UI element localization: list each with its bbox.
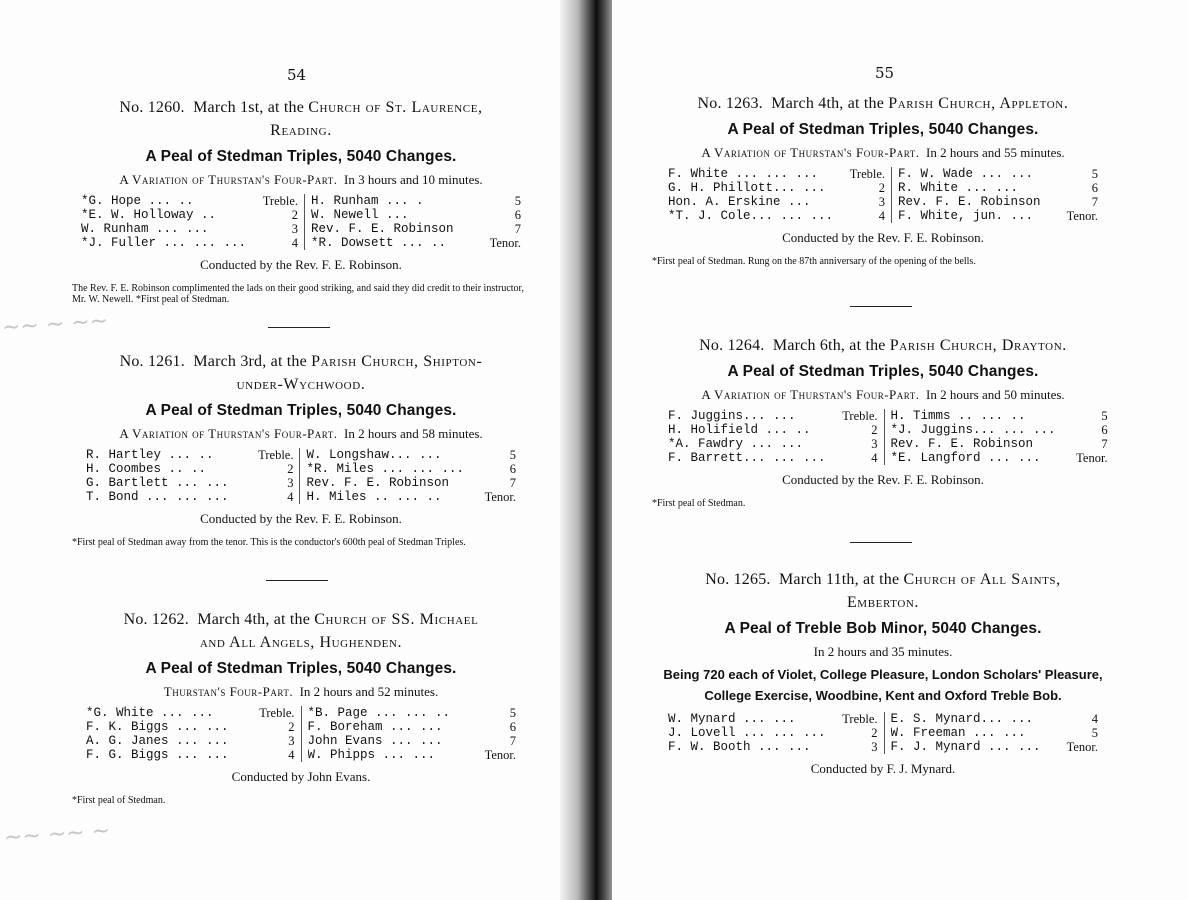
bell-number: 3 (288, 734, 295, 748)
bell-number: Treble. (262, 194, 299, 208)
bell-number: 2 (871, 726, 878, 740)
conductor: Conducted by the Rev. F. E. Robinson. (782, 472, 984, 487)
ringer-row (306, 462, 516, 476)
section-divider (266, 580, 328, 581)
duration: In 2 hours and 58 minutes. (344, 426, 483, 441)
ringer-name: *B. Page ... ... .. (307, 706, 451, 720)
ringer-row (81, 194, 298, 208)
ringer-row (86, 720, 295, 734)
ringer-row (668, 409, 878, 423)
bell-number: 7 (1091, 195, 1098, 209)
ringer-name: W. Longshaw... ... (306, 448, 442, 462)
section-divider (268, 327, 330, 328)
ringer-row (308, 720, 517, 734)
ringer-row (891, 726, 1098, 740)
footnote: *First peal of Stedman away from the tenor. This is the conductor's 600th peal of Stedman Triples. (72, 537, 466, 548)
ringer-row (86, 748, 295, 762)
bell-number: Treble. (842, 712, 878, 726)
methods-description: Being 720 each of Violet, College Pleasure, London Scholars' Pleasure, College Exercise, Woodbine, Kent and Oxford Treble Bob. (663, 667, 1103, 703)
entry-church: Church of St. Laurence, (308, 99, 483, 116)
ringer-row (891, 740, 1098, 754)
ringer-name: G. Bartlett ... ... (86, 476, 229, 490)
ringer-row (668, 726, 878, 740)
left-page (0, 0, 578, 900)
section-divider (850, 306, 912, 307)
ringer-name: H. Miles .. ... .. (306, 490, 442, 504)
ringers-left-column (86, 448, 299, 504)
ringers-table (668, 712, 1098, 754)
ringer-name: F. White, jun. ... (898, 209, 1034, 223)
entry-place: Emberton. (846, 594, 920, 611)
ringer-name: G. H. Phillott... ... (668, 181, 826, 195)
ringer-name: W. Newell ... (311, 208, 409, 222)
bell-number: 6 (509, 720, 516, 734)
ringers-table (668, 409, 1108, 465)
bell-number: 7 (514, 222, 521, 236)
ringer-name: H. Runham ... . (311, 194, 424, 208)
bell-number: 4 (288, 748, 295, 762)
ringer-row (306, 476, 516, 490)
ringer-row (891, 409, 1108, 423)
bell-number: 5 (1091, 726, 1098, 740)
ringer-row (898, 209, 1098, 223)
ringer-name: F. White ... ... ... (668, 167, 819, 181)
ringer-name: F. W. Wade ... ... (898, 167, 1034, 181)
ringer-row (668, 167, 885, 181)
conductor: Conducted by John Evans. (231, 769, 371, 784)
entry-date: March 6th, at the (772, 337, 890, 354)
ringer-name: *J. Juggins... ... ... (890, 423, 1056, 437)
composition: Thurstan's Four-Part. (163, 684, 294, 699)
bell-number: Tenor. (484, 490, 516, 504)
ringer-name: F. J. Mynard ... ... (890, 740, 1041, 754)
peal-subtitle (72, 426, 530, 442)
ringer-name: *T. J. Cole... ... ... (668, 209, 834, 223)
ringer-name: F. Juggins... ... (668, 409, 796, 423)
ringer-row (891, 712, 1098, 726)
bell-number: 6 (509, 462, 516, 476)
bell-number: 2 (871, 423, 878, 437)
ringers-table (86, 448, 516, 504)
conductor: Conducted by F. J. Mynard. (810, 761, 956, 776)
entry-number: No. 1265. (705, 571, 771, 588)
ringer-name: *G. Hope ... .. (81, 194, 194, 208)
entry-number: No. 1263. (697, 95, 763, 112)
bell-number: 2 (288, 720, 295, 734)
entry-number: No. 1261. (119, 353, 185, 370)
entry-church: Parish Church, Drayton. (889, 337, 1067, 354)
ringer-name: Rev. F. E. Robinson (306, 476, 449, 490)
ringer-row (898, 195, 1098, 209)
ringer-name: E. S. Mynard... ... (890, 712, 1034, 726)
ringer-name: *R. Miles ... ... ... (306, 462, 464, 476)
ringer-row (668, 740, 878, 754)
ringer-row (308, 706, 517, 720)
peal-entry-1265 (652, 568, 1114, 777)
ringer-row (311, 194, 521, 208)
bell-number: Treble. (259, 706, 295, 720)
ringers-right-column (301, 706, 517, 762)
peal-title: A Peal of Stedman Triples, 5040 Changes. (145, 148, 457, 165)
entry-church: Church of SS. Michael (314, 611, 479, 628)
ringers-left-column (86, 706, 301, 762)
entry-church: Parish Church, Shipton- (311, 353, 483, 370)
ringer-row (668, 423, 878, 437)
bell-number: 6 (1101, 423, 1108, 437)
bell-number: 5 (509, 448, 516, 462)
entry-place: under-Wychwood. (236, 376, 366, 393)
ringer-row (668, 712, 878, 726)
right-page (612, 0, 1188, 900)
ringers-table (81, 194, 521, 250)
bell-number: 2 (287, 462, 294, 476)
composition: A Variation of Thurstan's Four-Part. (701, 145, 920, 160)
peal-title: A Peal of Stedman Triples, 5040 Changes. (727, 121, 1039, 138)
ringer-name: John Evans ... ... (307, 734, 443, 748)
footnote: *First peal of Stedman. (72, 795, 166, 806)
ringers-right-column (884, 712, 1098, 754)
ringer-name: R. Hartley ... .. (86, 448, 214, 462)
bell-number: 7 (509, 734, 516, 748)
footnote: *First peal of Stedman. Rung on the 87th anniversary of the opening of the bells. (652, 256, 976, 267)
ringers-left-column (668, 712, 884, 754)
bell-number: Treble. (849, 167, 886, 181)
section-divider (850, 542, 912, 543)
entry-heading (72, 608, 530, 654)
ringer-name: *R. Dowsett ... .. (311, 236, 447, 250)
faded-pencil-mark: ~~ ~~ ~ (3, 818, 111, 851)
ringers-left-column (81, 194, 304, 250)
peal-subtitle (72, 172, 530, 188)
ringer-row (86, 448, 293, 462)
entry-heading (72, 96, 530, 142)
page-number-left: 54 (287, 66, 307, 84)
entry-date: March 3rd, at the (193, 353, 312, 370)
entry-church: Parish Church, Appleton. (888, 95, 1069, 112)
ringer-name: *E. Langford ... ... (890, 451, 1041, 465)
bell-number: Treble. (258, 448, 294, 462)
entry-date: March 4th, at the (771, 95, 889, 112)
bell-number: 3 (871, 437, 878, 451)
ringers-table (86, 706, 516, 762)
footnote: The Rev. F. E. Robinson complimented the lads on their good striking, and said they did credit to their instructor, Mr. W. Newell. *First peal of Stedman. (72, 283, 524, 305)
bell-number: 5 (509, 706, 516, 720)
bell-number: 4 (1091, 712, 1098, 726)
entry-number: No. 1260. (119, 99, 185, 116)
ringers-left-column (668, 167, 891, 223)
bell-number: 2 (878, 181, 886, 195)
ringer-name: F. Barrett... ... ... (668, 451, 826, 465)
ringer-row (81, 236, 298, 250)
duration: In 3 hours and 10 minutes. (344, 172, 483, 187)
composition: A Variation of Thurstan's Four-Part. (119, 172, 338, 187)
entry-heading (72, 350, 530, 396)
bell-number: 3 (871, 740, 878, 754)
ringer-row (668, 209, 885, 223)
page-number-right: 55 (875, 64, 895, 82)
ringer-name: *J. Fuller ... ... ... (81, 236, 247, 250)
bell-number: 4 (291, 236, 299, 250)
ringer-row (668, 181, 885, 195)
bell-number: 3 (878, 195, 886, 209)
ringer-row (891, 437, 1108, 451)
entry-number: No. 1264. (699, 337, 765, 354)
ringer-name: *E. W. Holloway .. (81, 208, 217, 222)
entry-number: No. 1262. (123, 611, 189, 628)
bell-number: 4 (287, 490, 294, 504)
bell-number: 7 (1101, 437, 1108, 451)
entry-place: and All Angels, Hughenden. (199, 634, 403, 651)
bell-number: Tenor. (489, 236, 521, 250)
peal-entry-1263 (652, 92, 1114, 267)
bell-number: 3 (287, 476, 294, 490)
peal-title: A Peal of Stedman Triples, 5040 Changes. (145, 660, 457, 677)
entry-heading (652, 92, 1114, 115)
peal-title: A Peal of Treble Bob Minor, 5040 Changes. (724, 620, 1042, 637)
ringer-name: T. Bond ... ... ... (86, 490, 229, 504)
peal-subtitle (652, 644, 1114, 660)
ringer-name: Rev. F. E. Robinson (890, 437, 1034, 451)
entry-heading (652, 568, 1114, 614)
ringer-row (308, 748, 517, 762)
entry-church: Church of All Saints, (903, 571, 1061, 588)
ringer-name: J. Lovell ... ... ... (668, 726, 826, 740)
peal-entry-1260 (72, 96, 530, 305)
duration: In 2 hours and 50 minutes. (926, 387, 1065, 402)
ringers-right-column (304, 194, 521, 250)
conductor: Conducted by the Rev. F. E. Robinson. (200, 257, 402, 272)
bell-number: 5 (514, 194, 521, 208)
conductor: Conducted by the Rev. F. E. Robinson. (782, 230, 984, 245)
ringer-name: Hon. A. Erskine ... (668, 195, 811, 209)
ringer-row (311, 222, 521, 236)
peal-entry-1264 (652, 334, 1114, 509)
ringer-row (81, 222, 298, 236)
ringer-name: W. Mynard ... ... (668, 712, 796, 726)
conductor: Conducted by the Rev. F. E. Robinson. (200, 511, 402, 526)
entry-heading (652, 334, 1114, 357)
ringer-row (86, 476, 293, 490)
ringer-row (311, 236, 521, 250)
ringer-name: H. Timms .. ... .. (890, 409, 1026, 423)
ringer-row (668, 195, 885, 209)
duration: In 2 hours and 52 minutes. (299, 684, 439, 699)
ringer-name: F. W. Booth ... ... (668, 740, 811, 754)
duration: In 2 hours and 55 minutes. (926, 145, 1065, 160)
ringer-name: A. G. Janes ... ... (86, 734, 229, 748)
ringer-name: Rev. F. E. Robinson (311, 222, 454, 236)
entry-date: March 4th, at the (197, 611, 315, 628)
ringer-name: F. Boreham ... ... (307, 720, 443, 734)
composition: A Variation of Thurstan's Four-Part. (701, 387, 920, 402)
ringer-name: W. Runham ... ... (81, 222, 209, 236)
ringer-row (311, 208, 521, 222)
peal-subtitle (652, 387, 1114, 403)
bell-number: Tenor. (1076, 451, 1108, 465)
ringers-right-column (884, 409, 1108, 465)
bell-number: 6 (1091, 181, 1098, 195)
composition: A Variation of Thurstan's Four-Part. (119, 426, 338, 441)
peal-entry-1262 (72, 608, 530, 806)
peal-subtitle (652, 145, 1114, 161)
ringer-row (668, 437, 878, 451)
bell-number: Tenor. (484, 748, 516, 762)
bell-number: 4 (871, 451, 878, 465)
bell-number: 7 (509, 476, 516, 490)
bell-number: 5 (1101, 409, 1108, 423)
ringer-name: F. G. Biggs ... ... (86, 748, 229, 762)
ringer-name: W. Phipps ... ... (307, 748, 436, 762)
ringer-name: R. White ... ... (898, 181, 1019, 195)
bell-number: 3 (291, 222, 299, 236)
bell-number: 2 (291, 208, 299, 222)
ringer-row (891, 423, 1108, 437)
ringer-name: *A. Fawdry ... ... (668, 437, 804, 451)
ringers-table (668, 167, 1098, 223)
ringer-name: H. Coombes .. .. (86, 462, 207, 476)
duration: In 2 hours and 35 minutes. (813, 644, 953, 659)
ringer-row (86, 462, 293, 476)
footnote: *First peal of Stedman. (652, 498, 746, 509)
bell-number: Tenor. (1066, 209, 1098, 223)
ringer-row (308, 734, 517, 748)
ringer-row (81, 208, 298, 222)
ringer-row (898, 167, 1098, 181)
peal-title: A Peal of Stedman Triples, 5040 Changes. (145, 402, 457, 419)
entry-date: March 1st, at the (193, 99, 309, 116)
ringer-row (306, 448, 516, 462)
ringers-right-column (299, 448, 516, 504)
bell-number: Treble. (842, 409, 878, 423)
ringer-row (306, 490, 516, 504)
faded-pencil-mark: ~~ ~ ~~ (1, 308, 109, 341)
ringer-row (86, 490, 293, 504)
peal-subtitle (72, 684, 530, 700)
entry-place: Reading. (270, 122, 332, 139)
bell-number: 4 (878, 209, 886, 223)
ringer-name: Rev. F. E. Robinson (898, 195, 1041, 209)
bell-number: 6 (514, 208, 521, 222)
ringer-name: F. K. Biggs ... ... (86, 720, 229, 734)
entry-date: March 11th, at the (779, 571, 904, 588)
ringer-row (668, 451, 878, 465)
ringer-row (898, 181, 1098, 195)
peal-entry-1261 (72, 350, 530, 548)
peal-title: A Peal of Stedman Triples, 5040 Changes. (727, 363, 1039, 380)
bell-number: 5 (1091, 167, 1098, 181)
ringer-name: W. Freeman ... ... (890, 726, 1026, 740)
ringers-right-column (891, 167, 1098, 223)
ringer-row (891, 451, 1108, 465)
ringers-left-column (668, 409, 884, 465)
ringer-name: H. Holifield ... .. (668, 423, 811, 437)
ringer-row (86, 706, 295, 720)
bell-number: Tenor. (1066, 740, 1098, 754)
ringer-name: *G. White ... ... (86, 706, 214, 720)
ringer-row (86, 734, 295, 748)
